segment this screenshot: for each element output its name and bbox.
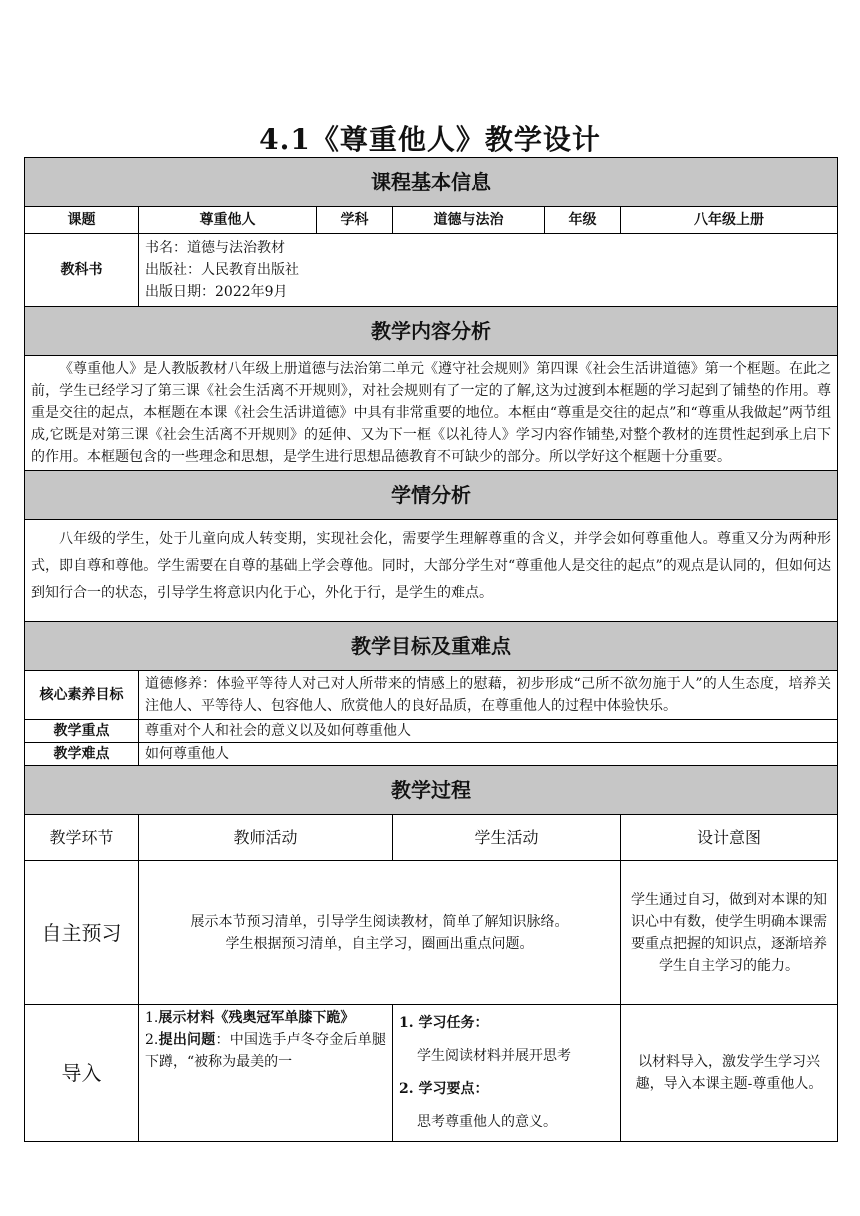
label-difficult-point: 教学难点 (25, 743, 139, 766)
intro-student-points-title: 2. 学习要点： (399, 1081, 489, 1097)
core-goal-text: 道德修养：体验平等待人对己对人所带来的情感上的慰藉，初步形成“己所不欲勿施于人”的人生态度，培养关注他人、平等待人、包容他人、欣赏他人的良好品质，在尊重他人的过程中体验快乐。 (139, 671, 838, 720)
section-header-basic: 课程基本信息 (25, 158, 838, 207)
content-analysis-text: 《尊重他人》是人教版教材八年级上册道德与法治第二单元《遵守社会规则》第四课《社会生活讲道德》第一个框题。在此之前，学生已经学习了第三课《社会生活离不开规则》，对社会规则有了一定的了解,这为过渡到本框题的学习起到了铺垫的作用。尊重是交往的起点，本框题在本课《社会生活讲道德》中具有非常重要的地位。本框由“尊重是交往的起点”和“尊重从我做起”两节组成,它既是对第三课《社会生活离不开规则》的延伸、又为下一框《以礼待人》学习内容作铺垫,对整个教材的连贯性起到承上启下的作用。本框题包含的一些理念和思想，是学生进行思想品德教育不可缺少的部分。所以学好这个框题十分重要。 (25, 356, 838, 471)
textbook-publisher: 出版社：人民教育出版社 (145, 262, 299, 278)
preview-activity (139, 861, 621, 1005)
col-student: 学生活动 (393, 815, 621, 861)
textbook-info (139, 234, 838, 307)
label-key-point: 教学重点 (25, 720, 139, 743)
intro-student-task-text: 学生阅读材料并展开思考 (417, 1048, 571, 1064)
intro-teacher-step-1-num: 1. (145, 1010, 159, 1026)
label-topic: 课题 (25, 207, 139, 234)
intro-teacher-activity (139, 1005, 393, 1142)
value-subject: 道德与法治 (393, 207, 545, 234)
label-grade: 年级 (545, 207, 621, 234)
textbook-date: 出版日期：2022年9月 (145, 284, 288, 300)
preview-activity-line-2: 学生根据预习清单，自主学习，圈画出重点问题。 (225, 935, 534, 952)
key-point-text: 尊重对个人和社会的意义以及如何尊重他人 (139, 720, 838, 743)
label-subject: 学科 (317, 207, 393, 234)
intro-teacher-step-1: 展示材料《残奥冠军单膝下跪》 (158, 1010, 355, 1026)
lesson-plan-table (24, 157, 838, 1142)
section-header-content: 教学内容分析 (25, 307, 838, 356)
difficult-point-text: 如何尊重他人 (139, 743, 838, 766)
intro-teacher-step-2-num: 2. (145, 1032, 159, 1048)
value-grade: 八年级上册 (621, 207, 838, 234)
section-header-process: 教学过程 (25, 766, 838, 815)
section-header-goals: 教学目标及重难点 (25, 622, 838, 671)
value-topic: 尊重他人 (139, 207, 317, 234)
label-core-goal: 核心素养目标 (25, 671, 139, 720)
col-stage: 教学环节 (25, 815, 139, 861)
page-title: 4.1《尊重他人》教学设计 (259, 123, 601, 156)
label-textbook: 教科书 (25, 234, 139, 307)
intro-student-task-title: 1. 学习任务： (399, 1015, 489, 1031)
section-header-learner: 学情分析 (25, 471, 838, 520)
intro-intent: 以材料导入，激发学生学习兴趣，导入本课主题-尊重他人。 (621, 1005, 838, 1142)
preview-intent: 学生通过自习，做到对本课的知识心中有数，使学生明确本课需要重点把握的知识点，逐渐培养学生自主学习的能力。 (621, 861, 838, 1005)
intro-student-activity (393, 1005, 621, 1142)
intro-teacher-step-2-title: 提出问题 (158, 1032, 216, 1048)
intro-teacher-step-2-text: ：中国选手卢冬夺金后单腿下蹲，“被称为最美的一 (145, 1032, 387, 1070)
col-intent: 设计意图 (621, 815, 838, 861)
stage-preview: 自主预习 (25, 861, 139, 1005)
col-teacher: 教师活动 (139, 815, 393, 861)
preview-activity-line-1: 展示本节预习清单，引导学生阅读教材，简单了解知识脉络。 (190, 913, 569, 930)
textbook-name: 书名：道德与法治教材 (145, 240, 285, 256)
intro-student-points-text: 思考尊重他人的意义。 (417, 1114, 557, 1130)
stage-intro: 导入 (25, 1005, 139, 1142)
learner-analysis-text: 八年级的学生，处于儿童向成人转变期，实现社会化，需要学生理解尊重的含义，并学会如何尊重他人。尊重又分为两种形式，即自尊和尊他。学生需要在自尊的基础上学会尊他。同时，大部分学生对“尊重他人是交往的起点”的观点是认同的，但如何达到知行合一的状态，引导学生将意识内化于心，外化于行，是学生的难点。 (25, 520, 838, 622)
